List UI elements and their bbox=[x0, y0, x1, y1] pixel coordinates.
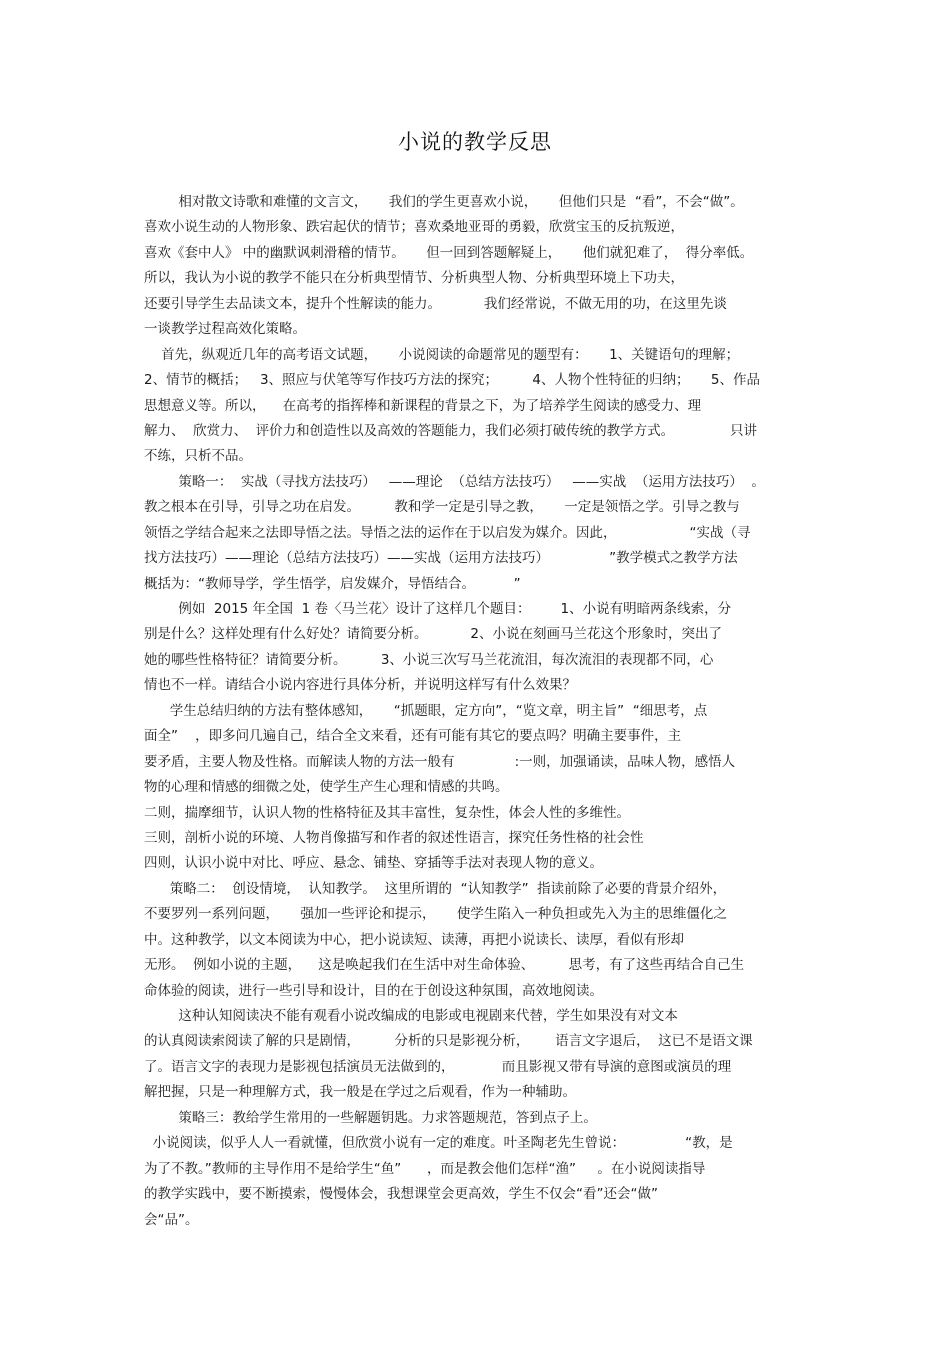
text-line: 她的哪些性格特征？请简要分析。 3、小说三次写马兰花流泪，每次流泪的表现都不同，心 bbox=[144, 651, 714, 668]
text-line: 策略一： 实战（寻找方法技巧） ——理论 （总结方法技巧） ——实战 （运用方法技巧） 。 bbox=[144, 473, 765, 490]
text-line: 解力、 欣赏力、 评价力和创造性以及高效的答题能力，我们必须打破传统的教学方式。 只讲 bbox=[144, 422, 757, 439]
text-line: 无形。 例如小说的主题， 这是唤起我们在生活中对生命体验、 思考，有了这些再结合自己生 bbox=[144, 957, 745, 974]
text-line: 的认真阅读索阅读了解的只是剧情， 分析的只是影视分析， 语言文字退后， 这已不是语文课 bbox=[144, 1033, 753, 1050]
text-line: 情也不一样。请结合小说内容进行具体分析，并说明这样写有什么效果？ bbox=[144, 677, 576, 694]
text-line: 不练，只析不品。 bbox=[144, 448, 252, 465]
text-line: 物的心理和情感的细微之处，使学生产生心理和情感的共鸣。 bbox=[144, 779, 509, 796]
text-line: 这种认知阅读决不能有观看小说改编成的电影或电视剧来代替，学生如果没有对文本 bbox=[144, 1008, 678, 1024]
text-line: 策略三：教给学生常用的一些解题钥匙。力求答题规范，答到点子上。 bbox=[144, 1109, 597, 1126]
document-title: 小说的教学反思 bbox=[398, 130, 552, 154]
text-line: 还要引导学生去品读文本，提升个性解读的能力。 我们经常说，不做无用的功，在这里先谈 bbox=[144, 295, 727, 312]
text-line: 二则，揣摩细节，认识人物的性格特征及其丰富性，复杂性，体会人性的多维性。 bbox=[144, 804, 630, 821]
text-line: 2、情节的概括； 3、照应与伏笔等写作技巧方法的探究； 4、人物个性特征的归纳； 5、作品 bbox=[144, 372, 761, 389]
text-line: 一谈教学过程高效化策略。 bbox=[144, 321, 306, 338]
text-line: 的教学实践中，要不断摸索，慢慢体会，我想课堂会更高效，学生不仅会“看”还会“做” bbox=[144, 1186, 658, 1203]
text-line: 概括为：“教师导学，学生悟学，启发媒介，导悟结合。 ” bbox=[144, 575, 521, 592]
text-line: 不要罗列一系列问题， 强加一些评论和提示， 使学生陷入一种负担或先入为主的思维僵化之 bbox=[144, 906, 727, 923]
text-line: 教之根本在引导，引导之功在启发。 教和学一定是引导之教， 一定是领悟之学。引导之教与 bbox=[144, 499, 740, 516]
text-line: 策略二： 创设情境， 认知教学。 这里所谓的 “认知教学” 指读前除了必要的背景介绍外， bbox=[144, 880, 727, 897]
text-line: 例如 2015 年全国 1 卷〈马兰花〉设计了这样几个题目： 1、小说有明暗两条线索，分 bbox=[144, 601, 732, 617]
text-line: 首先，纵观近几年的高考语文试题， 小说阅读的命题常见的题型有： 1、关键语句的理解； bbox=[144, 346, 740, 363]
text-line: 学生总结归纳的方法有整体感知， “抓题眼，定方向”，“览文章，明主旨” “细思考，点 bbox=[144, 702, 708, 719]
text-line: 喜欢《套中人》 中的幽默讽刺滑稽的情节。 但一回到答题解疑上， 他们就犯难了， 得分率低。 bbox=[144, 244, 754, 261]
text-line: 面全” ，即多问几遍自己，结合全文来看，还有可能有其它的要点吗？明确主要事件，主 bbox=[144, 728, 682, 745]
text-line: 喜欢小说生动的人物形象、跌宕起伏的情节；喜欢桑地亚哥的勇毅，欣赏宝玉的反抗叛逆， bbox=[144, 219, 684, 236]
text-line: 要矛盾，主要人物及性格。而解读人物的方法一般有 :一则，加强诵读，品味人物，感悟人 bbox=[144, 753, 736, 770]
text-line: 命体验的阅读，进行一些引导和设计，目的在于创设这种氛围，高效地阅读。 bbox=[144, 982, 603, 999]
text-line: 思想意义等。所以， 在高考的指挥棒和新课程的背景之下，为了培养学生阅读的感受力、理 bbox=[144, 397, 702, 414]
text-line: 相对散文诗歌和难懂的文言文， 我们的学生更喜欢小说， 但他们只是 “看”，不会“做”。 bbox=[144, 194, 744, 210]
text-line: 四则，认识小说中对比、呼应、悬念、铺垫、穿插等手法对表现人物的意义。 bbox=[144, 855, 603, 872]
text-line: 领悟之学结合起来之法即导悟之法。导悟之法的运作在于以启发为媒介。因此， “实战（寻 bbox=[144, 524, 751, 541]
text-line: 中。这种教学，以文本阅读为中心，把小说读短、读薄，再把小说读长、读厚，看似有形却 bbox=[144, 931, 684, 948]
text-line: 为了不教。”教师的主导作用不是给学生“鱼” ，而是教会他们怎样“渔” 。在小说阅读指导 bbox=[144, 1160, 706, 1177]
text-line: 别是什么？这样处理有什么好处？请简要分析。 2、小说在刻画马兰花这个形象时，突出了 bbox=[144, 626, 723, 643]
text-line: 找方法技巧）——理论（总结方法技巧）——实战（运用方法技巧） ”教学模式之教学方法 bbox=[144, 550, 738, 567]
text-line: 解把握，只是一种理解方式，我一般是在学过之后观看，作为一种辅助。 bbox=[144, 1084, 576, 1101]
text-line: 了。语言文字的表现力是影视包括演员无法做到的， 而且影视又带有导演的意图或演员的理 bbox=[144, 1058, 732, 1075]
text-line: 会“品”。 bbox=[144, 1211, 199, 1228]
text-line: 三则，剖析小说的环境、人物肖像描写和作者的叙述性语言，探究任务性格的社会性 bbox=[144, 829, 644, 846]
text-line: 小说阅读，似乎人人一看就懂，但欣赏小说有一定的难度。叶圣陶老先生曾说： “教，是 bbox=[144, 1135, 733, 1152]
text-line: 所以，我认为小说的教学不能只在分析典型情节、分析典型人物、分析典型环境上下功夫， bbox=[144, 270, 684, 287]
document-body bbox=[144, 190, 824, 1233]
